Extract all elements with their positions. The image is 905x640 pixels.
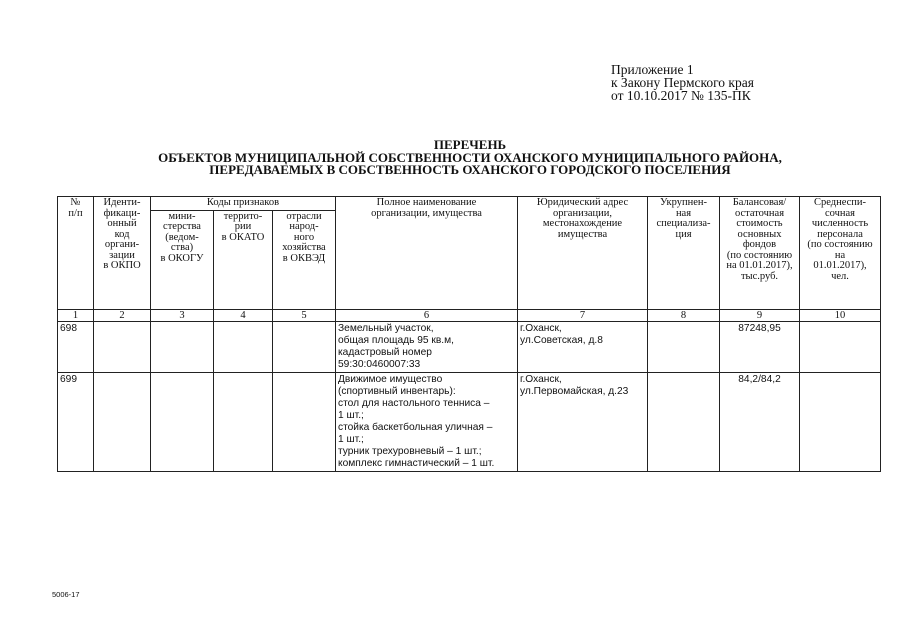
text-line: сочная: [824, 207, 856, 219]
text-line: №: [70, 197, 81, 208]
cell-okogu: [151, 372, 214, 471]
text-line: ства): [170, 242, 194, 253]
column-number: 9: [720, 309, 800, 321]
text-line: организации, имущества: [371, 207, 482, 219]
text-line: народ-: [289, 221, 319, 232]
column-number: 6: [336, 309, 518, 321]
text-line: в ОКПО: [103, 260, 141, 271]
title-line-3: ПЕРЕДАВАЕМЫХ В СОБСТВЕННОСТЬ ОХАНСКОГО ГОРОДСКОГО ПОСЕЛЕНИЯ: [209, 162, 731, 177]
text-line: стол для настольного тенниса –: [338, 397, 490, 409]
text-line: специализа-: [656, 218, 711, 229]
cell-specialization: [648, 321, 720, 372]
text-line: стойка баскетбольная уличная –: [338, 421, 493, 433]
text-line: местонахождение: [542, 218, 623, 229]
text-line: Движимое имущество: [338, 373, 443, 385]
text-line: 01.01.2017),: [813, 260, 867, 271]
text-line: мини-: [168, 210, 196, 222]
header-okato: [214, 210, 273, 309]
text-line: Иденти-: [103, 197, 141, 208]
text-line: ция: [675, 228, 692, 240]
property-list-table: [57, 196, 881, 472]
text-line: Юридический адрес: [536, 197, 629, 208]
text-line: (ведом-: [165, 231, 199, 243]
header-okved: [273, 210, 336, 309]
text-line: Полное наименование: [376, 197, 477, 208]
column-number: 1: [58, 309, 94, 321]
text-line: 59:30:0460007:33: [338, 358, 421, 370]
text-line: фондов: [742, 239, 777, 250]
title-line-1: ПЕРЕЧЕНЬ: [433, 137, 507, 152]
cell-address: [518, 321, 648, 372]
cell-okved: [273, 372, 336, 471]
column-number: 10: [800, 309, 881, 321]
appendix-line-3: от 10.10.2017 № 135-ПК: [611, 88, 751, 103]
text-line: кадастровый номер: [338, 346, 432, 358]
header-staff: [800, 197, 881, 310]
text-line: в ОКОГУ: [160, 252, 204, 264]
text-line: отрасли: [286, 210, 322, 222]
text-line: (по состоянию: [807, 239, 873, 250]
text-line: стоимость: [736, 218, 783, 229]
header-specialization: [648, 197, 720, 310]
text-line: зации: [109, 249, 135, 261]
appendix-line-2: к Закону Пермского края: [611, 75, 754, 90]
cell-staff: [800, 321, 881, 372]
text-line: п/п: [68, 207, 83, 219]
column-number: 2: [94, 309, 151, 321]
cell-okato: [214, 321, 273, 372]
text-line: Балансовая/: [732, 197, 787, 208]
column-number: 8: [648, 309, 720, 321]
column-number: 4: [214, 309, 273, 321]
text-line: органи-: [104, 239, 140, 250]
text-line: (спортивный инвентарь):: [338, 385, 456, 397]
text-line: рии: [234, 221, 252, 232]
appendix-reference: [611, 63, 754, 102]
text-line: 1 шт.;: [338, 409, 364, 421]
text-line: (по состоянию: [726, 249, 793, 261]
text-line: в ОКАТО: [221, 231, 265, 243]
header-num: [58, 197, 94, 310]
text-line: на: [834, 249, 846, 261]
cell-name: [336, 372, 518, 471]
text-line: персонала: [817, 228, 863, 240]
cell-staff: [800, 372, 881, 471]
table-row: [58, 321, 881, 372]
appendix-line-1: Приложение 1: [611, 62, 694, 77]
text-line: имущества: [557, 228, 608, 240]
text-line: турник трехуровневый – 1 шт.;: [338, 445, 482, 457]
text-line: на 01.01.2017),: [726, 260, 793, 271]
text-line: г.Оханск,: [520, 322, 562, 334]
cell-okpo: [94, 321, 151, 372]
cell-name: [336, 321, 518, 372]
column-number: 7: [518, 309, 648, 321]
text-line: в ОКВЭД: [282, 252, 326, 264]
cell-okato: [214, 372, 273, 471]
text-line: ная: [675, 207, 692, 219]
cell-okpo: [94, 372, 151, 471]
document-title: [0, 139, 905, 177]
text-line: чел.: [831, 270, 849, 282]
text-line: код: [114, 228, 130, 240]
header-name: [336, 197, 518, 310]
column-number: 3: [151, 309, 214, 321]
text-line: Среднеспи-: [813, 197, 867, 208]
header-okpo: [94, 197, 151, 310]
text-line: хозяйства: [282, 242, 326, 253]
text-line: фикаци-: [103, 207, 141, 219]
cell-okogu: [151, 321, 214, 372]
text-line: г.Оханск,: [520, 373, 562, 385]
text-line: ного: [293, 231, 315, 243]
text-line: комплекс гимнастический – 1 шт.: [338, 457, 495, 469]
text-line: Укрупнен-: [660, 197, 707, 208]
title-line-2: ОБЪЕКТОВ МУНИЦИПАЛЬНОЙ СОБСТВЕННОСТИ ОХАНСКОГО МУНИЦИПАЛЬНОГО РАЙОНА,: [158, 149, 782, 165]
text-line: остаточная: [734, 207, 785, 219]
text-line: численность: [811, 218, 869, 229]
cell-specialization: [648, 372, 720, 471]
text-line: стерства: [163, 221, 201, 232]
column-number: 5: [273, 309, 336, 321]
text-line: террито-: [223, 210, 263, 222]
text-line: организации,: [553, 207, 612, 219]
text-line: онный: [107, 218, 137, 229]
text-line: основных: [737, 228, 782, 240]
text-line: 1 шт.;: [338, 433, 364, 445]
row-number: 699: [58, 372, 94, 471]
text-line: общая площадь 95 кв.м,: [338, 334, 454, 346]
row-number: 698: [58, 321, 94, 372]
header-codes-group: Коды признаков: [151, 197, 336, 211]
footer-code: 5006-17: [52, 590, 80, 599]
text-line: ул.Первомайская, д.23: [520, 385, 629, 397]
text-line: ул.Советская, д.8: [520, 334, 603, 346]
header-address: [518, 197, 648, 310]
cell-balance: 84,2/84,2: [720, 372, 800, 471]
cell-balance: 87248,95: [720, 321, 800, 372]
header-balance: [720, 197, 800, 310]
text-line: Земельный участок,: [338, 322, 434, 334]
table-row: [58, 372, 881, 471]
cell-okved: [273, 321, 336, 372]
text-line: тыс.руб.: [740, 270, 779, 282]
header-okogu: [151, 210, 214, 309]
cell-address: [518, 372, 648, 471]
